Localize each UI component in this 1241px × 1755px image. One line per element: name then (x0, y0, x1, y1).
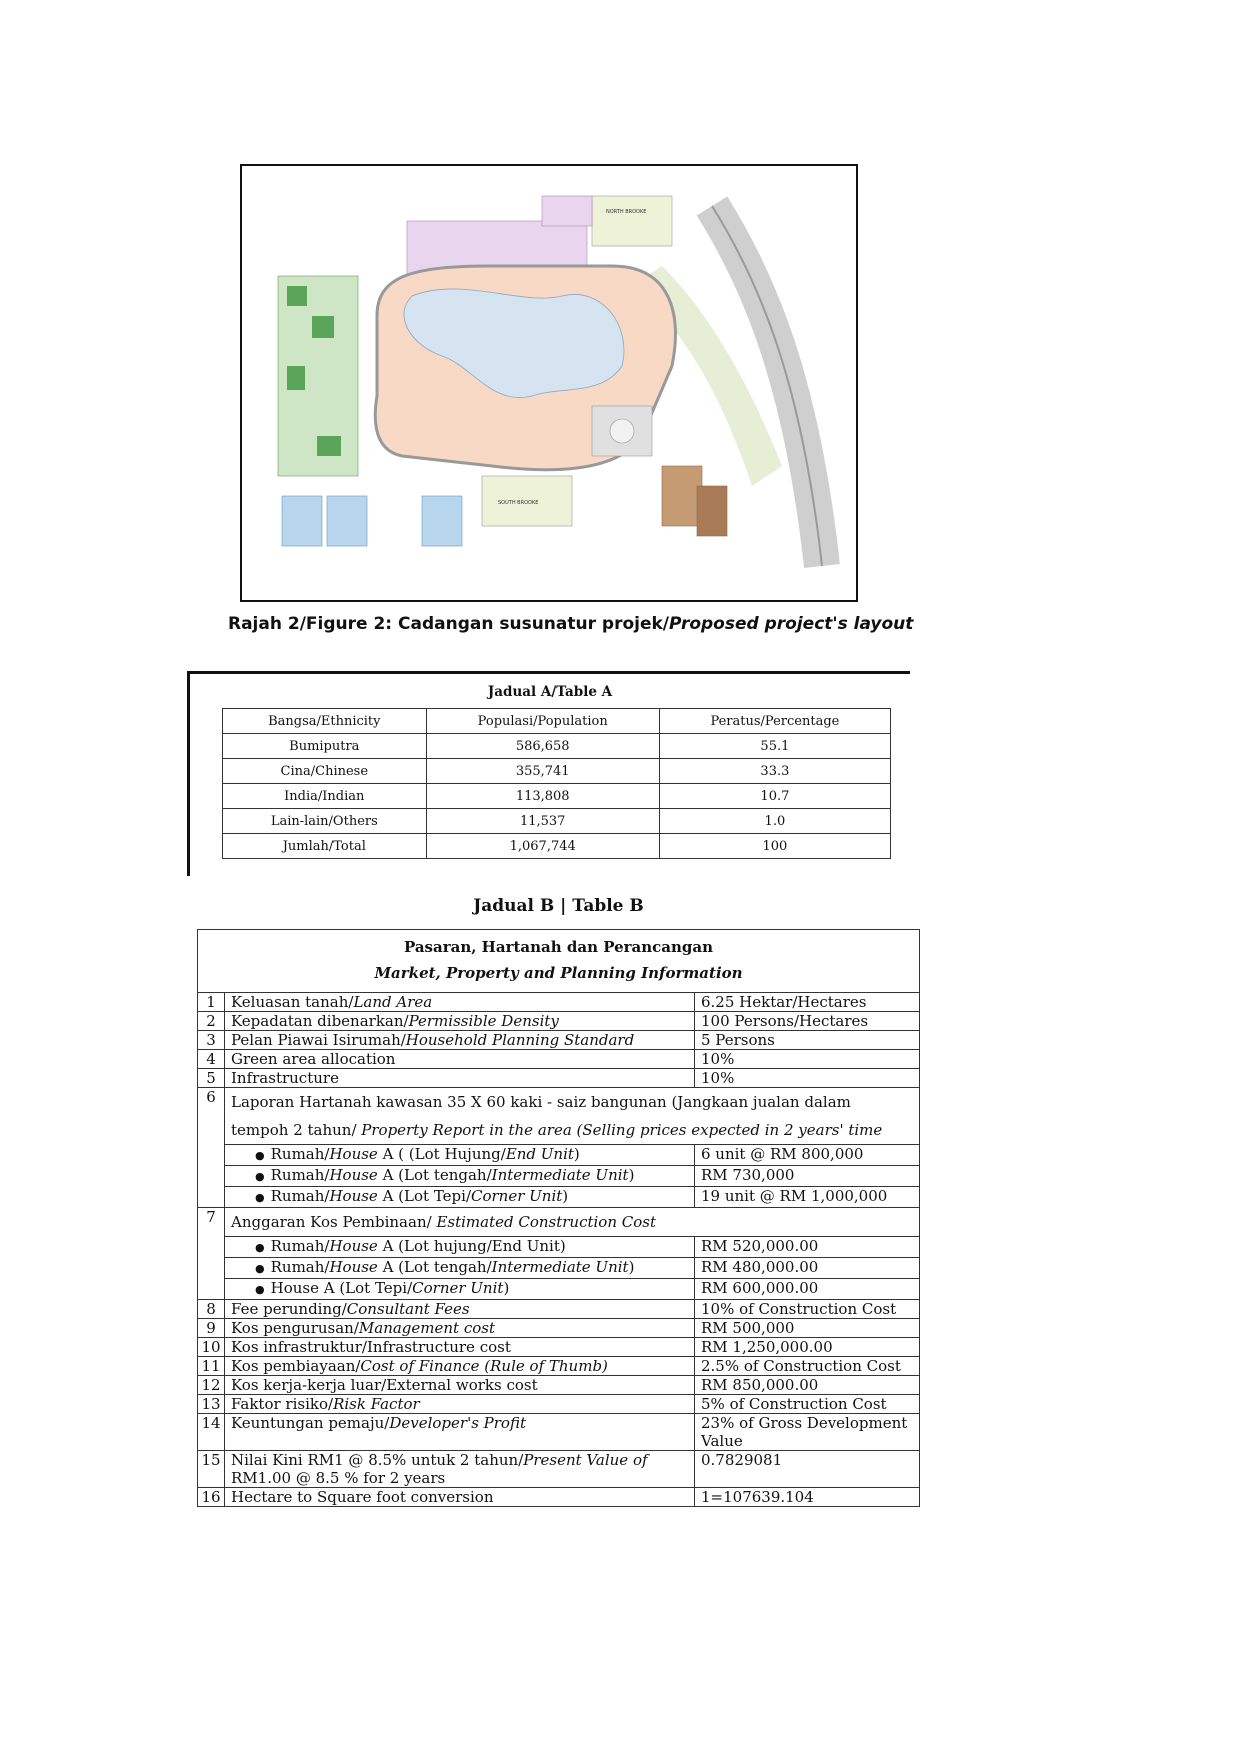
label-italic: Permissible Density (408, 1012, 559, 1030)
site-layout-figure (240, 164, 858, 602)
row-value: 5 Persons (695, 1031, 920, 1050)
table-row (198, 1050, 920, 1069)
row-value: 10% of Construction Cost (695, 1300, 920, 1319)
label-text: Laporan Hartanah kawasan 35 X 60 kaki - saiz bangunan (Jangkaan jualan dalam tempoh 2 tahun/ (231, 1093, 851, 1139)
table-row (198, 1208, 920, 1237)
figure-caption (228, 614, 928, 634)
table-row (198, 1300, 920, 1319)
label-italic: Risk Factor (333, 1395, 420, 1413)
row-label (225, 993, 695, 1012)
table-row (223, 834, 891, 859)
sub-text: ) (573, 1145, 580, 1163)
row-value: RM 600,000.00 (695, 1279, 920, 1300)
table-row (198, 1031, 920, 1050)
label-text: Kepadatan dibenarkan/ (231, 1012, 409, 1030)
table-cell: 100 (659, 834, 890, 859)
table-row (223, 784, 891, 809)
table-row (198, 1187, 920, 1208)
row-value: RM 850,000.00 (695, 1376, 920, 1395)
sub-italic: Corner Unit (471, 1187, 563, 1205)
table-row (198, 1088, 920, 1145)
sub-text: ) (628, 1258, 635, 1276)
row-value: 5% of Construction Cost (695, 1395, 920, 1414)
sub-text: ) (562, 1187, 569, 1205)
sub-text: Rumah/ (270, 1258, 330, 1276)
table-a-header-percentage: Peratus/Percentage (659, 709, 890, 734)
label-text: Fee perunding/ (231, 1300, 347, 1318)
label-text: Keuntungan pemaju/ (231, 1414, 390, 1432)
row-value: 6.25 Hektar/Hectares (695, 993, 920, 1012)
row-number: 15 (198, 1451, 225, 1488)
table-row (198, 1395, 920, 1414)
row-number: 4 (198, 1050, 225, 1069)
row-number: 1 (198, 993, 225, 1012)
table-row (198, 1166, 920, 1187)
table-row (198, 1414, 920, 1451)
row-value: 2.5% of Construction Cost (695, 1357, 920, 1376)
table-cell: 55.1 (659, 734, 890, 759)
sub-text: Rumah/ (270, 1187, 330, 1205)
label-italic: Land Area (353, 993, 433, 1011)
bullet-icon: ● (255, 1149, 265, 1162)
table-row (223, 734, 891, 759)
sub-text: A (Lot Tepi/ (377, 1187, 471, 1205)
sub-label (225, 1237, 695, 1258)
label-text: Kos pengurusan/ (231, 1319, 359, 1337)
sub-italic: House (329, 1258, 378, 1276)
table-row (198, 1258, 920, 1279)
table-cell: 586,658 (426, 734, 659, 759)
sub-text: ) (628, 1166, 635, 1184)
sub-text: House A (Lot Tepi/ (270, 1279, 413, 1297)
table-cell: Bumiputra (223, 734, 427, 759)
label-italic: Estimated Construction Cost (436, 1213, 656, 1231)
sub-italic: End Unit (505, 1145, 574, 1163)
table-cell: 355,741 (426, 759, 659, 784)
label-text: Keluasan tanah/ (231, 993, 354, 1011)
site-plan-drawing (242, 166, 856, 600)
table-a-header-row (223, 709, 891, 734)
row-number: 3 (198, 1031, 225, 1050)
row-value: 19 unit @ RM 1,000,000 (695, 1187, 920, 1208)
label-italic: Cost of Finance (Rule of Thumb) (360, 1357, 608, 1375)
table-row (198, 1145, 920, 1166)
bullet-icon: ● (255, 1262, 265, 1275)
row-label (225, 1300, 695, 1319)
sub-italic: House (329, 1166, 378, 1184)
sub-label (225, 1279, 695, 1300)
row-label: Kos infrastruktur/Infrastructure cost (225, 1338, 695, 1357)
sub-text: Rumah/ (270, 1145, 330, 1163)
sub-text: ) (503, 1279, 510, 1297)
table-cell: Jumlah/Total (223, 834, 427, 859)
label-italic: Developer's Profit (389, 1414, 526, 1432)
sub-italic: House (329, 1237, 378, 1255)
bullet-icon: ● (255, 1241, 265, 1254)
label-text: Pelan Piawai Isirumah/ (231, 1031, 406, 1049)
row-label (225, 1319, 695, 1338)
row-number: 12 (198, 1376, 225, 1395)
label-italic: Management cost (358, 1319, 495, 1337)
row-value: RM 480,000.00 (695, 1258, 920, 1279)
label-italic: Present Value of (523, 1451, 648, 1469)
label-text: RM1.00 @ 8.5 % for 2 years (231, 1469, 446, 1487)
row-label: Green area allocation (225, 1050, 695, 1069)
row-label (225, 1451, 695, 1488)
row-number: 7 (198, 1208, 225, 1300)
table-a-title: Jadual A/Table A (487, 684, 613, 700)
sub-text: Rumah/ (270, 1166, 330, 1184)
sub-text: A (Lot hujung/End Unit (377, 1237, 560, 1255)
row-value: RM 730,000 (695, 1166, 920, 1187)
row-label (225, 1031, 695, 1050)
row-label: Kos kerja-kerja luar/External works cost (225, 1376, 695, 1395)
row-label (225, 1012, 695, 1031)
row-label (225, 1088, 920, 1145)
row-value: 10% (695, 1050, 920, 1069)
bullet-icon: ● (255, 1191, 265, 1204)
row-label (225, 1357, 695, 1376)
row-value: RM 1,250,000.00 (695, 1338, 920, 1357)
label-text: Nilai Kini RM1 @ 8.5% untuk 2 tahun/ (231, 1451, 524, 1469)
sub-label (225, 1187, 695, 1208)
table-a-header-population: Populasi/Population (426, 709, 659, 734)
table-cell: 1.0 (659, 809, 890, 834)
row-value: 1=107639.104 (695, 1488, 920, 1507)
table-row (198, 1357, 920, 1376)
table-b (197, 929, 920, 1507)
row-label (225, 1395, 695, 1414)
table-cell: 113,808 (426, 784, 659, 809)
row-value: 23% of Gross Development Value (695, 1414, 920, 1451)
south-brooke-label: SOUTH BROOKE (498, 500, 539, 506)
row-value: 6 unit @ RM 800,000 (695, 1145, 920, 1166)
table-a (222, 708, 891, 859)
table-row (198, 1376, 920, 1395)
table-a-panel (187, 671, 910, 876)
table-cell: 33.3 (659, 759, 890, 784)
table-cell: India/Indian (223, 784, 427, 809)
label-text: Anggaran Kos Pembinaan/ (231, 1213, 437, 1231)
table-row (223, 809, 891, 834)
row-value: 10% (695, 1069, 920, 1088)
table-cell: 10.7 (659, 784, 890, 809)
sub-italic: House (329, 1145, 378, 1163)
sub-label (225, 1145, 695, 1166)
row-value: 100 Persons/Hectares (695, 1012, 920, 1031)
table-row (198, 1237, 920, 1258)
row-label (225, 1208, 920, 1237)
sub-text: ) (559, 1237, 566, 1255)
table-b-header-row (198, 930, 920, 993)
sub-text: Rumah/ (270, 1237, 330, 1255)
table-row (198, 1319, 920, 1338)
row-value: RM 500,000 (695, 1319, 920, 1338)
table-row (198, 1451, 920, 1488)
bullet-icon: ● (255, 1170, 265, 1183)
row-number: 14 (198, 1414, 225, 1451)
table-row (198, 1279, 920, 1300)
sub-text: A ( (Lot Hujung/ (377, 1145, 506, 1163)
row-label: Hectare to Square foot conversion (225, 1488, 695, 1507)
sub-italic: House (329, 1187, 378, 1205)
figure-caption-italic: Proposed project's layout (669, 614, 914, 634)
table-b-header (198, 930, 920, 993)
table-row (198, 1069, 920, 1088)
row-number: 10 (198, 1338, 225, 1357)
label-italic: Property Report in the area (Selling prices expected in 2 years' time (361, 1121, 883, 1139)
row-number: 16 (198, 1488, 225, 1507)
table-a-header-ethnicity: Bangsa/Ethnicity (223, 709, 427, 734)
table-row (198, 1338, 920, 1357)
row-label (225, 1414, 695, 1451)
table-b-title: Jadual B | Table B (473, 896, 644, 916)
row-number: 6 (198, 1088, 225, 1208)
sub-italic: Intermediate Unit (491, 1258, 629, 1276)
row-number: 11 (198, 1357, 225, 1376)
row-number: 9 (198, 1319, 225, 1338)
label-text: Kos pembiayaan/ (231, 1357, 361, 1375)
label-italic: Household Planning Standard (405, 1031, 635, 1049)
sub-label (225, 1166, 695, 1187)
row-number: 5 (198, 1069, 225, 1088)
table-row (198, 1488, 920, 1507)
row-label: Infrastructure (225, 1069, 695, 1088)
row-value: 0.7829081 (695, 1451, 920, 1488)
sub-italic: Corner Unit (412, 1279, 504, 1297)
table-cell: Lain-lain/Others (223, 809, 427, 834)
row-value: RM 520,000.00 (695, 1237, 920, 1258)
table-row (223, 759, 891, 784)
bullet-icon: ● (255, 1283, 265, 1296)
table-b-header-line2: Market, Property and Planning Information (374, 964, 743, 982)
table-row (198, 993, 920, 1012)
table-cell: 11,537 (426, 809, 659, 834)
north-brooke-label: NORTH BROOKE (606, 209, 647, 215)
table-cell: 1,067,744 (426, 834, 659, 859)
sub-text: A (Lot tengah/ (377, 1258, 492, 1276)
table-row (198, 1012, 920, 1031)
figure-caption-prefix: Rajah 2/Figure 2: Cadangan susunatur projek/ (228, 614, 670, 634)
row-number: 13 (198, 1395, 225, 1414)
sub-italic: Intermediate Unit (491, 1166, 629, 1184)
table-b-header-line1: Pasaran, Hartanah dan Perancangan (403, 938, 714, 956)
row-number: 8 (198, 1300, 225, 1319)
label-text: Faktor risiko/ (231, 1395, 334, 1413)
sub-label (225, 1258, 695, 1279)
row-number: 2 (198, 1012, 225, 1031)
table-cell: Cina/Chinese (223, 759, 427, 784)
sub-text: A (Lot tengah/ (377, 1166, 492, 1184)
label-italic: Consultant Fees (346, 1300, 470, 1318)
